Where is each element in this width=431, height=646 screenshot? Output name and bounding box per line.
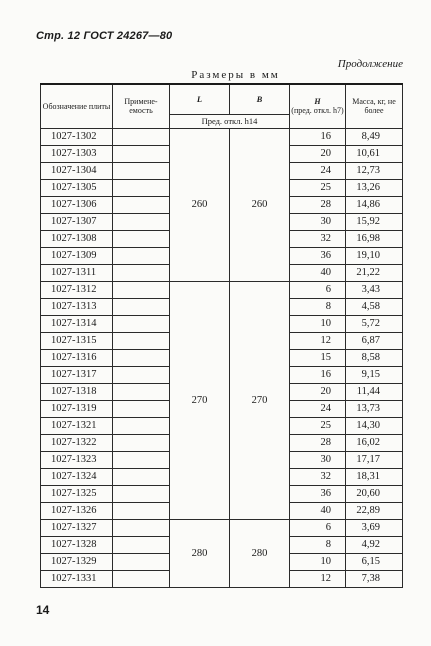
thickness-value: 36 <box>290 247 346 264</box>
thickness-value: 28 <box>290 434 346 451</box>
dimensions-table <box>40 83 403 588</box>
plate-designation: 1027-1303 <box>41 145 113 162</box>
thickness-tolerance-note: (пред. откл. h7) <box>291 106 344 116</box>
mass-value: 14,30 <box>346 417 403 434</box>
application-cell <box>113 553 170 570</box>
plate-designation: 1027-1314 <box>41 315 113 332</box>
plate-designation: 1027-1327 <box>41 519 113 536</box>
mass-value: 7,38 <box>346 570 403 587</box>
col-width: B <box>230 84 290 114</box>
thickness-value: 8 <box>290 536 346 553</box>
application-cell <box>113 366 170 383</box>
application-cell <box>113 179 170 196</box>
application-cell <box>113 196 170 213</box>
application-cell <box>113 247 170 264</box>
width-value: 260 <box>230 128 290 281</box>
thickness-value: 36 <box>290 485 346 502</box>
thickness-value: 20 <box>290 145 346 162</box>
plate-designation: 1027-1315 <box>41 332 113 349</box>
thickness-value: 40 <box>290 264 346 281</box>
table-row <box>41 519 403 536</box>
plate-designation: 1027-1306 <box>41 196 113 213</box>
col-application: Примене-емость <box>113 84 170 128</box>
plate-designation: 1027-1307 <box>41 213 113 230</box>
plate-designation: 1027-1316 <box>41 349 113 366</box>
application-cell <box>113 315 170 332</box>
thickness-value: 8 <box>290 298 346 315</box>
table-body <box>41 128 403 587</box>
thickness-value: 10 <box>290 315 346 332</box>
application-cell <box>113 434 170 451</box>
thickness-value: 24 <box>290 162 346 179</box>
mass-value: 12,73 <box>346 162 403 179</box>
mass-value: 16,02 <box>346 434 403 451</box>
thickness-value: 32 <box>290 468 346 485</box>
plate-designation: 1027-1328 <box>41 536 113 553</box>
application-cell <box>113 570 170 587</box>
application-cell <box>113 145 170 162</box>
thickness-value: 16 <box>290 366 346 383</box>
mass-value: 21,22 <box>346 264 403 281</box>
plate-designation: 1027-1319 <box>41 400 113 417</box>
width-value: 280 <box>230 519 290 587</box>
table-title: Размеры в мм <box>191 69 280 81</box>
thickness-value: 30 <box>290 451 346 468</box>
thickness-value: 10 <box>290 553 346 570</box>
application-cell <box>113 451 170 468</box>
thickness-value: 25 <box>290 179 346 196</box>
thickness-value: 28 <box>290 196 346 213</box>
plate-designation: 1027-1317 <box>41 366 113 383</box>
page-number: 14 <box>36 603 50 617</box>
application-cell <box>113 400 170 417</box>
header-row <box>41 84 403 114</box>
application-cell <box>113 349 170 366</box>
page-header: Стр. 12 ГОСТ 24267—80 <box>36 30 173 42</box>
mass-value: 4,92 <box>346 536 403 553</box>
mass-value: 13,73 <box>346 400 403 417</box>
plate-designation: 1027-1311 <box>41 264 113 281</box>
mass-value: 14,86 <box>346 196 403 213</box>
col-length: L <box>170 84 230 114</box>
application-cell <box>113 298 170 315</box>
mass-value: 19,10 <box>346 247 403 264</box>
plate-designation: 1027-1302 <box>41 128 113 145</box>
application-cell <box>113 128 170 145</box>
mass-value: 8,49 <box>346 128 403 145</box>
mass-value: 8,58 <box>346 349 403 366</box>
table-row <box>41 128 403 145</box>
col-designation: Обозначение плиты <box>41 84 113 128</box>
thickness-value: 40 <box>290 502 346 519</box>
mass-value: 3,69 <box>346 519 403 536</box>
plate-designation: 1027-1308 <box>41 230 113 247</box>
thickness-symbol: H <box>314 97 321 107</box>
plate-designation: 1027-1325 <box>41 485 113 502</box>
plate-designation: 1027-1331 <box>41 570 113 587</box>
mass-value: 20,60 <box>346 485 403 502</box>
plate-designation: 1027-1321 <box>41 417 113 434</box>
mass-value: 6,15 <box>346 553 403 570</box>
mass-value: 4,58 <box>346 298 403 315</box>
length-value: 260 <box>170 128 230 281</box>
mass-value: 6,87 <box>346 332 403 349</box>
plate-designation: 1027-1304 <box>41 162 113 179</box>
mass-value: 16,98 <box>346 230 403 247</box>
mass-value: 18,31 <box>346 468 403 485</box>
plate-designation: 1027-1305 <box>41 179 113 196</box>
plate-designation: 1027-1324 <box>41 468 113 485</box>
thickness-value: 6 <box>290 519 346 536</box>
thickness-value: 15 <box>290 349 346 366</box>
application-cell <box>113 468 170 485</box>
col-thickness <box>290 84 346 128</box>
application-cell <box>113 502 170 519</box>
thickness-value: 12 <box>290 332 346 349</box>
application-cell <box>113 162 170 179</box>
table-row <box>41 281 403 298</box>
mass-value: 13,26 <box>346 179 403 196</box>
application-cell <box>113 332 170 349</box>
length-value: 270 <box>170 281 230 519</box>
thickness-value: 20 <box>290 383 346 400</box>
mass-value: 3,43 <box>346 281 403 298</box>
width-value: 270 <box>230 281 290 519</box>
application-cell <box>113 519 170 536</box>
plate-designation: 1027-1322 <box>41 434 113 451</box>
plate-designation: 1027-1318 <box>41 383 113 400</box>
mass-value: 15,92 <box>346 213 403 230</box>
application-cell <box>113 536 170 553</box>
thickness-value: 6 <box>290 281 346 298</box>
mass-value: 5,72 <box>346 315 403 332</box>
application-cell <box>113 281 170 298</box>
thickness-value: 12 <box>290 570 346 587</box>
mass-value: 22,89 <box>346 502 403 519</box>
plate-designation: 1027-1323 <box>41 451 113 468</box>
plate-designation: 1027-1326 <box>41 502 113 519</box>
application-cell <box>113 417 170 434</box>
tolerance-note: Пред. откл. h14 <box>170 114 290 128</box>
continued-label: Продолжение <box>337 58 403 70</box>
length-value: 280 <box>170 519 230 587</box>
application-cell <box>113 383 170 400</box>
mass-value: 9,15 <box>346 366 403 383</box>
plate-designation: 1027-1312 <box>41 281 113 298</box>
plate-designation: 1027-1309 <box>41 247 113 264</box>
plate-designation: 1027-1329 <box>41 553 113 570</box>
application-cell <box>113 230 170 247</box>
plate-designation: 1027-1313 <box>41 298 113 315</box>
mass-value: 17,17 <box>346 451 403 468</box>
application-cell <box>113 213 170 230</box>
thickness-value: 25 <box>290 417 346 434</box>
thickness-value: 24 <box>290 400 346 417</box>
thickness-value: 16 <box>290 128 346 145</box>
application-cell <box>113 485 170 502</box>
mass-value: 10,61 <box>346 145 403 162</box>
thickness-value: 30 <box>290 213 346 230</box>
thickness-value: 32 <box>290 230 346 247</box>
mass-value: 11,44 <box>346 383 403 400</box>
col-mass: Масса, кг, не более <box>346 84 403 128</box>
application-cell <box>113 264 170 281</box>
